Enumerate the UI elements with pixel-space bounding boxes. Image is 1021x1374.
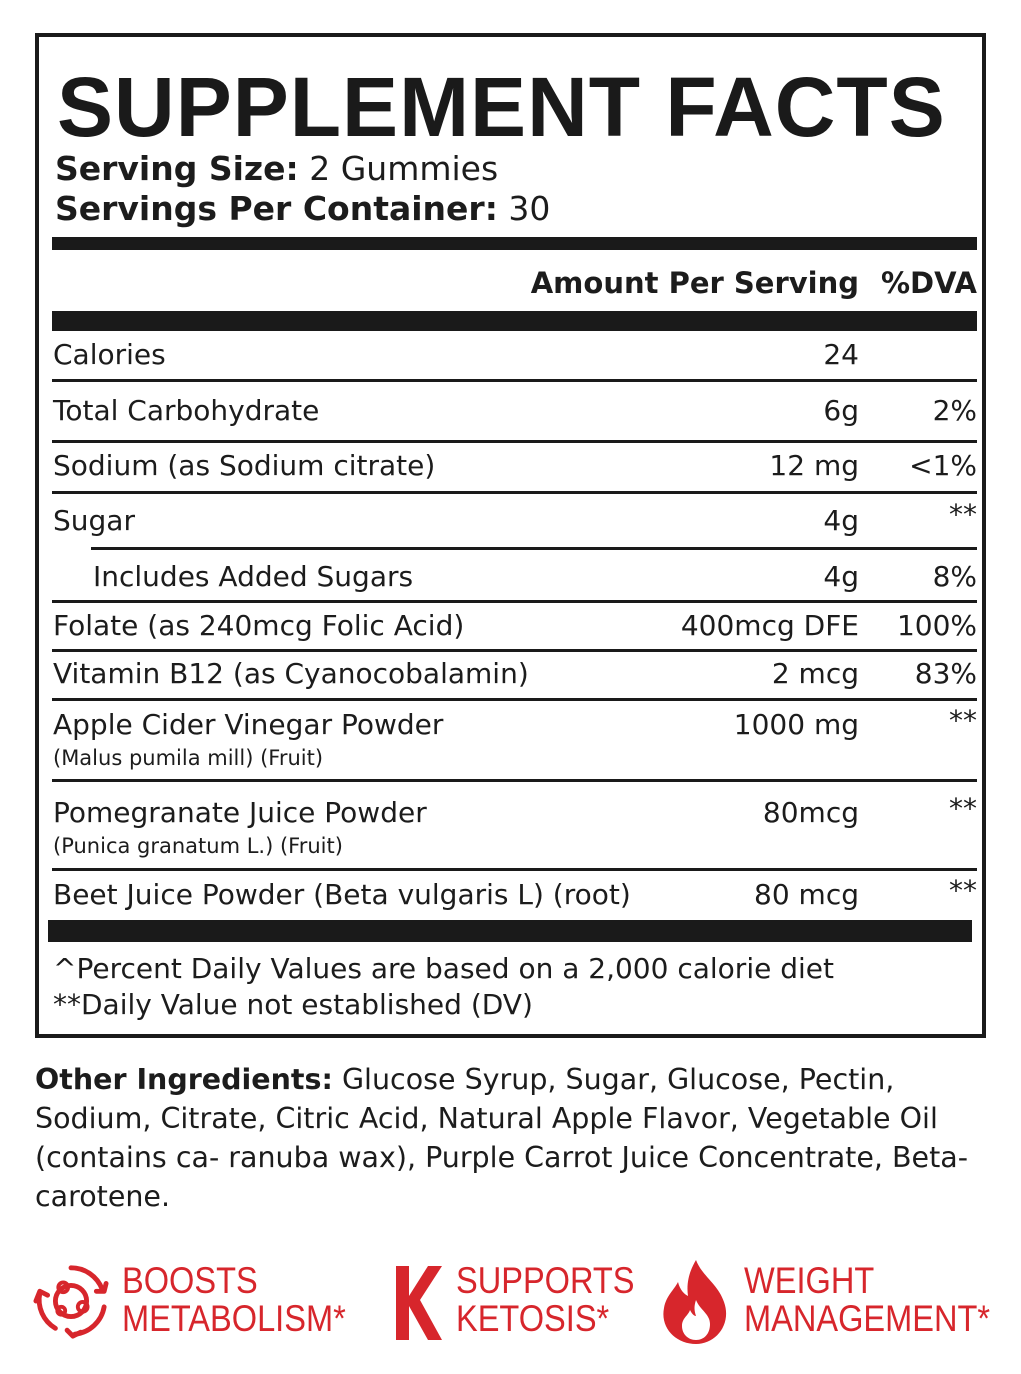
- row-amount: 4g: [823, 504, 859, 537]
- row-dv: **: [949, 498, 977, 531]
- thick-divider-bottom: [48, 920, 972, 942]
- row-dv: **: [949, 704, 977, 737]
- serving-size: [55, 149, 498, 189]
- row-amount: 1000 mg: [733, 708, 859, 741]
- row-divider: [52, 698, 977, 701]
- row-amount: 24: [823, 338, 859, 371]
- other-ingredients: [35, 1060, 985, 1216]
- row-dv: 83%: [914, 657, 977, 690]
- row-name: Pomegranate Juice Powder: [53, 796, 427, 829]
- serving-size-value: 2 Gummies: [309, 149, 499, 188]
- ketosis-k-icon: [394, 1264, 444, 1342]
- row-divider: [52, 600, 977, 603]
- row-name: Folate (as 240mcg Folic Acid): [53, 609, 465, 642]
- badge-line-2: MANAGEMENT*: [744, 1298, 991, 1339]
- badge-supports-ketosis: [394, 1258, 634, 1348]
- row-divider: [52, 379, 977, 382]
- row-divider: [91, 547, 977, 550]
- thick-divider-header: [52, 311, 977, 331]
- row-amount: 6g: [823, 394, 859, 427]
- row-name: Calories: [53, 338, 166, 371]
- badge-line-1: SUPPORTS: [456, 1260, 635, 1301]
- row-divider: [52, 491, 977, 494]
- footnote-daily-values: ^Percent Daily Values are based on a 2,000 calorie diet: [53, 952, 834, 985]
- badge-line-2: METABOLISM*: [122, 1298, 346, 1339]
- row-dv: **: [949, 874, 977, 907]
- row-divider: [52, 649, 977, 652]
- badge-boosts-metabolism: [32, 1258, 362, 1348]
- row-divider: [52, 868, 977, 871]
- flame-icon: [660, 1258, 732, 1346]
- header-amount-per-serving: Amount Per Serving: [530, 266, 859, 300]
- thick-divider-top: [52, 237, 977, 250]
- panel-title: SUPPLEMENT FACTS: [57, 60, 946, 154]
- row-name: Total Carbohydrate: [53, 394, 320, 427]
- badge-line-1: BOOSTS: [122, 1260, 258, 1301]
- other-ingredients-text: Glucose Syrup, Sugar, Glucose, Pectin, Sodium, Citrate, Citric Acid, Natural Apple Flavor, Vegetable Oil (contains ca- ranuba wax), Purple Carrot Juice Concentrate, Beta-carotene.: [35, 1063, 969, 1213]
- row-dv: 100%: [896, 609, 977, 642]
- badge-line-1: WEIGHT: [744, 1260, 875, 1301]
- badge-weight-management: [660, 1258, 1005, 1348]
- row-dv: <1%: [909, 449, 977, 482]
- row-amount: 2 mcg: [771, 657, 859, 690]
- servings-per-container: [55, 189, 550, 229]
- row-divider: [52, 440, 977, 443]
- footnote-dv-not-established: **Daily Value not established (DV): [53, 988, 533, 1021]
- row-name: Vitamin B12 (as Cyanocobalamin): [53, 657, 529, 690]
- row-name: Sodium (as Sodium citrate): [53, 449, 436, 482]
- row-name: Includes Added Sugars: [93, 560, 414, 593]
- supplement-facts-panel: [35, 33, 986, 1038]
- row-name: Sugar: [53, 504, 135, 537]
- row-divider: [52, 779, 977, 782]
- header-dv: %DVA: [880, 266, 977, 300]
- metabolism-cycle-icon: [32, 1262, 110, 1340]
- badge-line-2: KETOSIS*: [456, 1298, 610, 1339]
- row-subtext: (Malus pumila mill) (Fruit): [53, 746, 324, 770]
- row-dv: 2%: [932, 394, 977, 427]
- servings-per-container-label: Servings Per Container:: [55, 189, 498, 228]
- row-subtext: (Punica granatum L.) (Fruit): [53, 834, 343, 858]
- row-dv: **: [949, 792, 977, 825]
- row-amount: 80 mcg: [754, 878, 859, 911]
- row-amount: 12 mg: [769, 449, 859, 482]
- row-name: Apple Cider Vinegar Powder: [53, 708, 444, 741]
- servings-per-container-value: 30: [508, 189, 551, 228]
- other-ingredients-label: Other Ingredients:: [35, 1063, 333, 1096]
- serving-size-label: Serving Size:: [55, 149, 299, 188]
- row-name: Beet Juice Powder (Beta vulgaris L) (root): [53, 878, 631, 911]
- row-amount: 80mcg: [762, 796, 859, 829]
- row-amount: 4g: [823, 560, 859, 593]
- row-amount: 400mcg DFE: [680, 609, 859, 642]
- row-dv: 8%: [932, 560, 977, 593]
